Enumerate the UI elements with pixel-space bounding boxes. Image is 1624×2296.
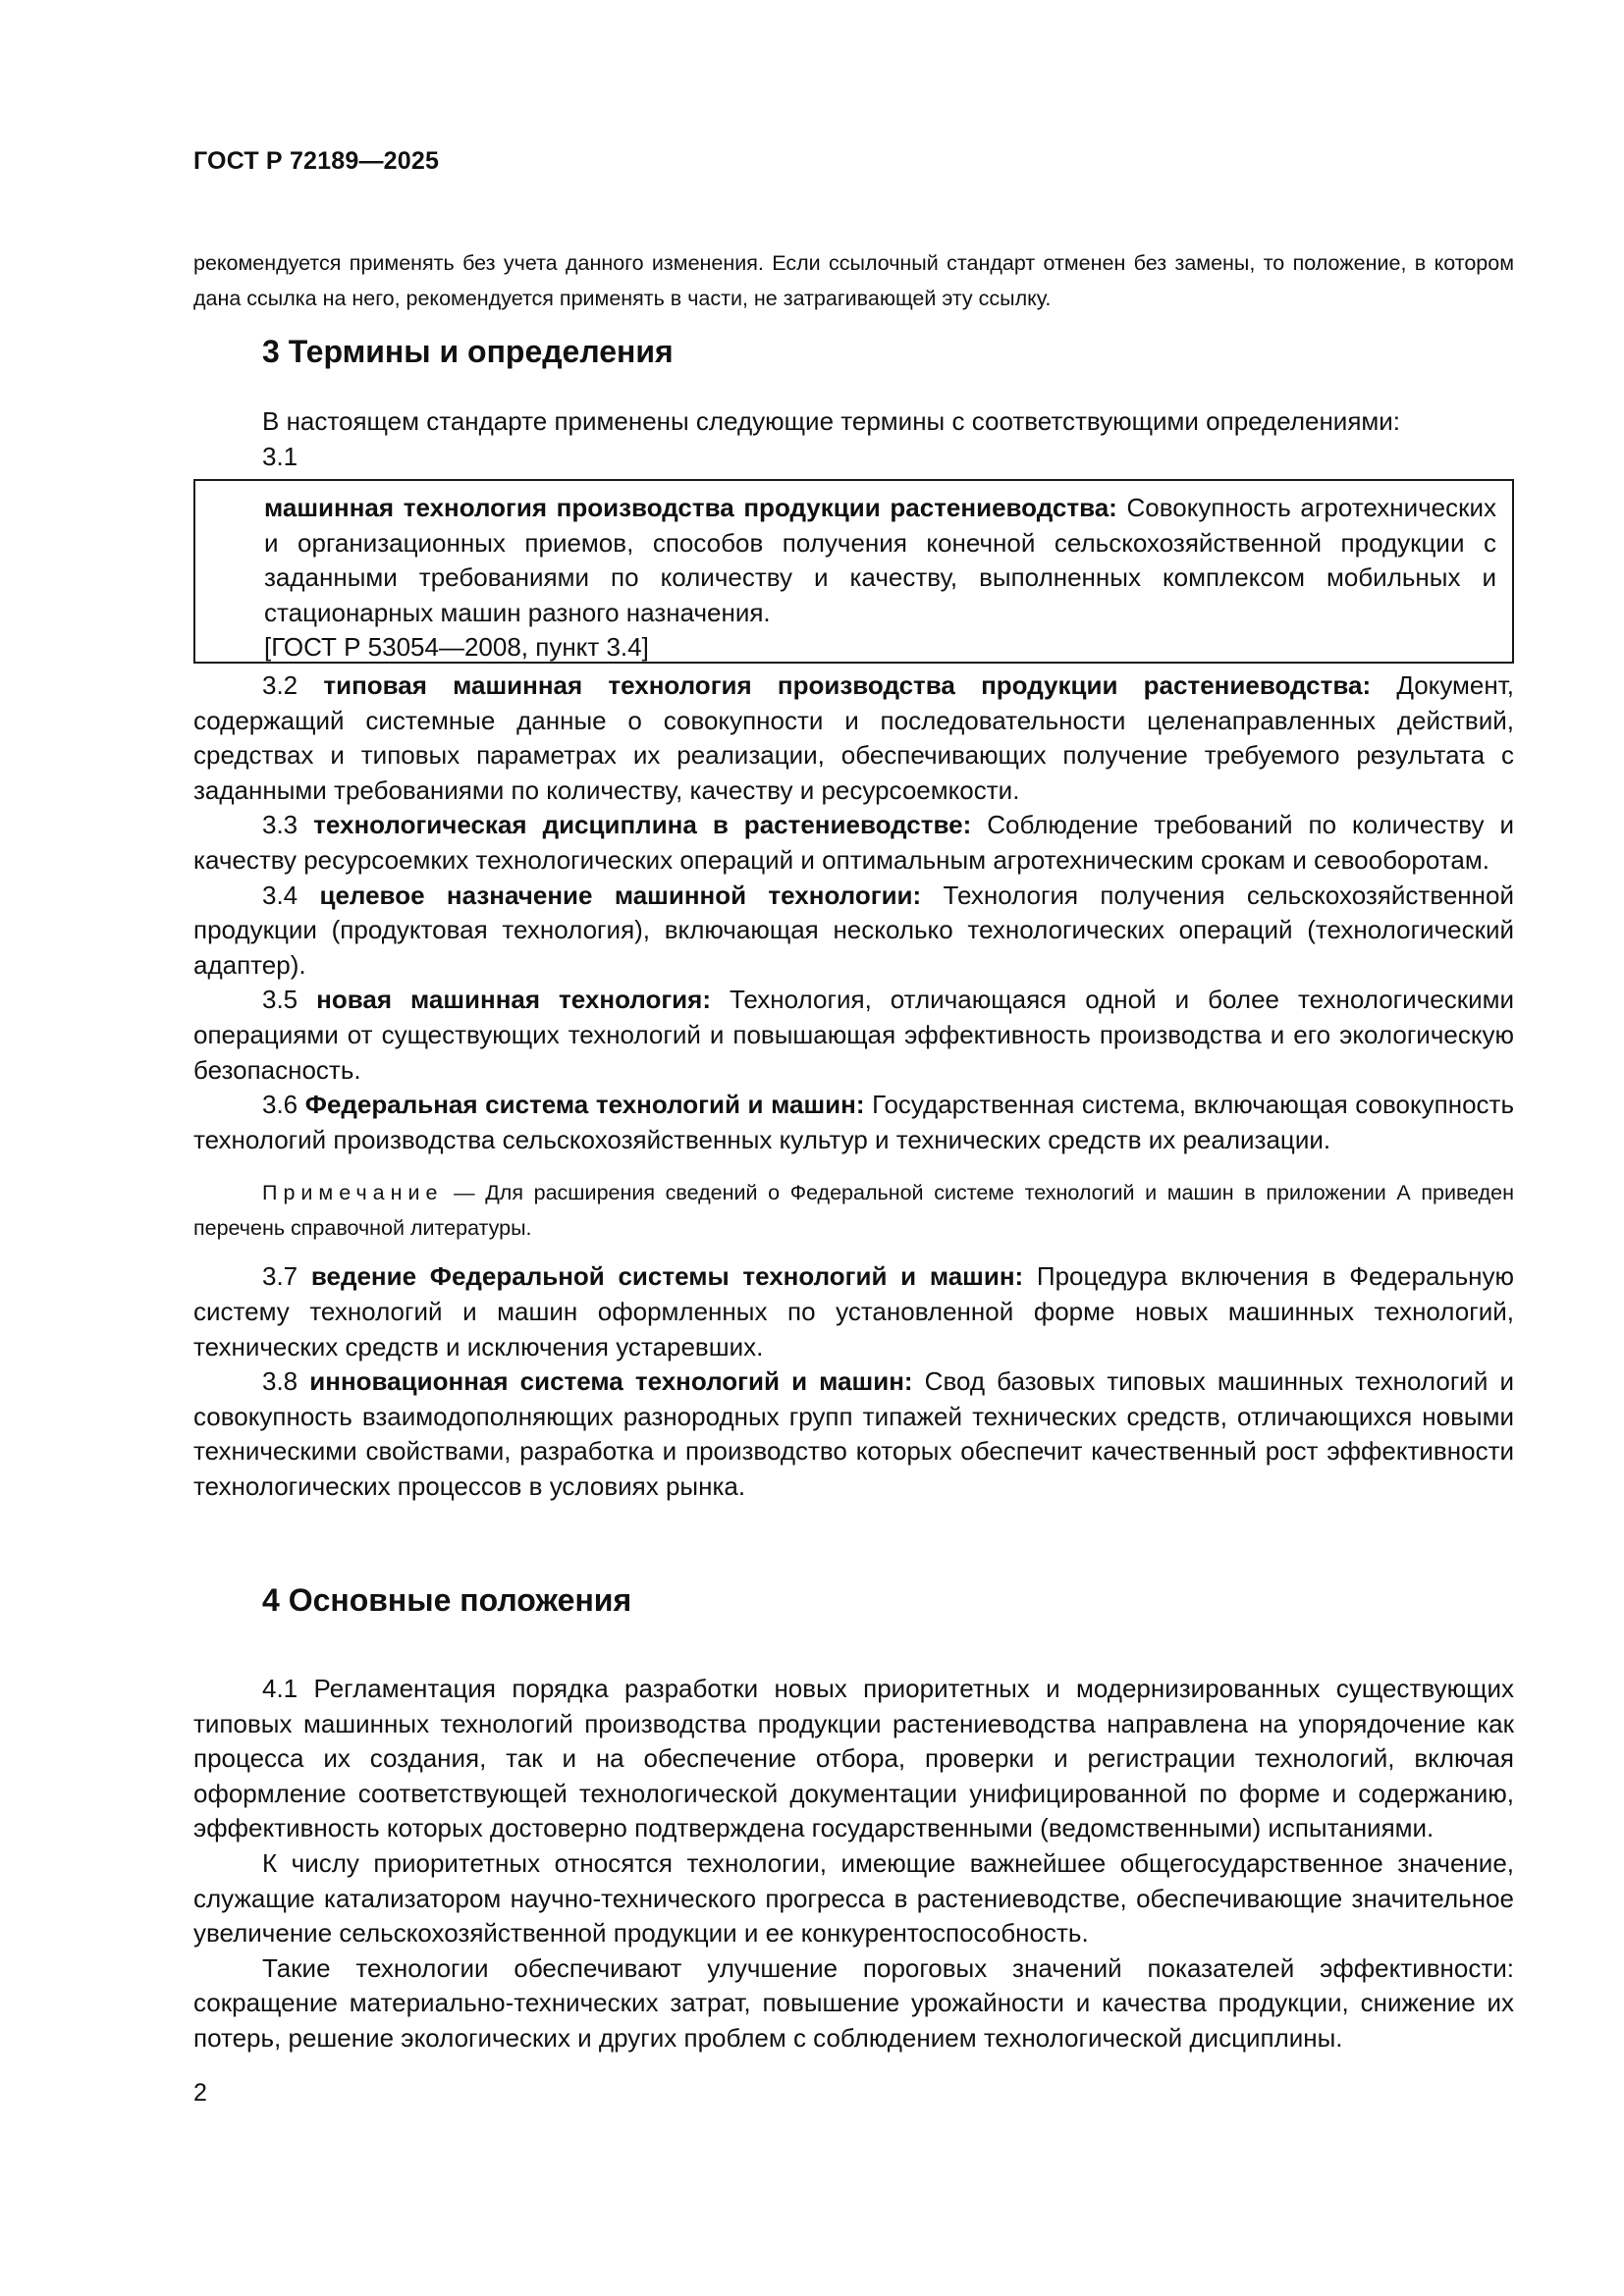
term-title: целевое назначение машинной технологии: xyxy=(319,880,922,910)
term-number: 3.2 xyxy=(262,670,324,700)
term-3-6 xyxy=(193,1088,1514,1157)
term-3-7 xyxy=(193,1259,1514,1364)
term-number: 3.5 xyxy=(262,985,317,1015)
term-3-8 xyxy=(193,1364,1514,1504)
section-3-heading: 3 Термины и определения xyxy=(262,334,674,369)
term-definition: Государственная система, включающая совокупность технологий производства сельскохозяйственных культур и технических средств их реализации. xyxy=(193,1090,1514,1154)
term-title: технологическая дисциплина в растениеводстве: xyxy=(313,810,972,840)
section-3-intro xyxy=(193,404,1514,474)
term-number: 3.3 xyxy=(262,810,314,840)
section-4-heading: 4 Основные положения xyxy=(262,1582,632,1618)
term-3-1-source: [ГОСТ Р 53054—2008, пункт 3.4] xyxy=(264,632,649,663)
term-3-4 xyxy=(193,879,1514,984)
term-3-3 xyxy=(193,808,1514,878)
term-3-1-text: Совокупность агротехнических и организационных приемов, способов получения конечной сельскохозяйственной продукции с заданными требованиями по количеству и качеству, выполненных комплексом мобильных и стационарных машин разного назначения. xyxy=(264,493,1497,627)
term-3-2 xyxy=(193,668,1514,808)
term-3-1-box xyxy=(193,479,1514,664)
term-3-1-term: машинная технология производства продукции растениеводства: xyxy=(264,493,1117,522)
document-code-header: ГОСТ Р 72189—2025 xyxy=(193,147,440,175)
term-title: ведение Федеральной системы технологий и машин: xyxy=(310,1261,1024,1292)
term-3-5 xyxy=(193,983,1514,1088)
term-number: 3.6 xyxy=(262,1090,305,1120)
term-title: типовая машинная технология производства продукции растениеводства: xyxy=(323,670,1372,700)
section-4-body xyxy=(193,1672,1514,2056)
page-number: 2 xyxy=(193,2079,207,2107)
section-4-paragraph: 4.1 Регламентация порядка разработки новых приоритетных и модернизированных существующих типовых машинных технологий производства продукции растениеводства направлена на упорядочение как процесса их создания, так и на обеспечение отбора, проверки и регистрации технологий, включая оформление соответствующей технологической документации унифицированной по форме и содержанию, эффективность которых достоверно подтверждена государственными (ведомственными) испытаниями. xyxy=(193,1674,1514,1843)
term-number: 3.4 xyxy=(262,880,320,910)
term-definition: Технология, отличающаяся одной и более технологическими операциями от существующих технологий и повышающая эффективность производства и его экологическую безопасность. xyxy=(193,985,1514,1085)
term-definition: Документ, содержащий системные данные о совокупности и последовательности целенаправленных действий, средствах и типовых параметрах их реализации, обеспечивающих получение требуемого результата с заданными требованиями по количеству, качеству и ресурсоемкости. xyxy=(193,670,1514,805)
term-definition: Технология получения сельскохозяйственной продукции (продуктовая технология), включающая несколько технологических операций (технологический адаптер). xyxy=(193,880,1514,980)
section-4-paragraph: К числу приоритетных относятся технологии, имеющие важнейшее общегосударственное значение, служащие катализатором научно-технического прогресса в растениеводстве, обеспечивающие значительное увеличение сельскохозяйственной продукции и ее конкурентоспособность. xyxy=(193,1847,1514,1949)
term-3-1-number: 3.1 xyxy=(262,441,298,471)
term-definition: Свод базовых типовых машинных технологий и совокупность взаимодополняющих разнородных групп типажей технических средств, отличающихся новыми техническими свойствами, разработка и производство которых обеспечит качественный рост эффективности технологических процессов в условиях рынка. xyxy=(193,1366,1514,1501)
note xyxy=(193,1175,1514,1246)
term-title: Федеральная система технологий и машин: xyxy=(304,1090,865,1120)
term-number: 3.8 xyxy=(262,1366,310,1397)
note-text: — Для расширения сведений о Федеральной системе технологий и машин в приложении А приведен перечень справочной литературы. xyxy=(193,1181,1514,1241)
note-label: Примечание xyxy=(262,1181,444,1205)
term-3-1-definition xyxy=(264,491,1496,630)
term-number: 3.7 xyxy=(262,1261,311,1292)
continued-paragraph: рекомендуется применять без учета данного изменения. Если ссылочный стандарт отменен без замены, то положение, в котором дана ссылка на него, рекомендуется применять в части, не затрагивающей эту ссылку. xyxy=(193,250,1514,310)
section-4-paragraph: Такие технологии обеспечивают улучшение пороговых значений показателей эффективности: сокращение материально-технических затрат, повышение урожайности и качества продукции, снижение их потерь, решение экологических и других проблем с соблюдением технологической дисциплины. xyxy=(193,1952,1514,2053)
term-definition: Процедура включения в Федеральную систему технологий и машин оформленных по установленной форме новых машинных технологий, технических средств и исключения устаревших. xyxy=(193,1261,1514,1362)
term-title: инновационная система технологий и машин: xyxy=(309,1366,913,1397)
intro-text: В настоящем стандарте применены следующие термины с соответствующими определениями: xyxy=(262,406,1401,436)
term-definition: Соблюдение требований по количеству и качеству ресурсоемких технологических операций и оптимальным агротехническим срокам и севооборотам. xyxy=(193,810,1514,875)
term-title: новая машинная технология: xyxy=(316,985,711,1015)
terms-list xyxy=(193,668,1514,1504)
